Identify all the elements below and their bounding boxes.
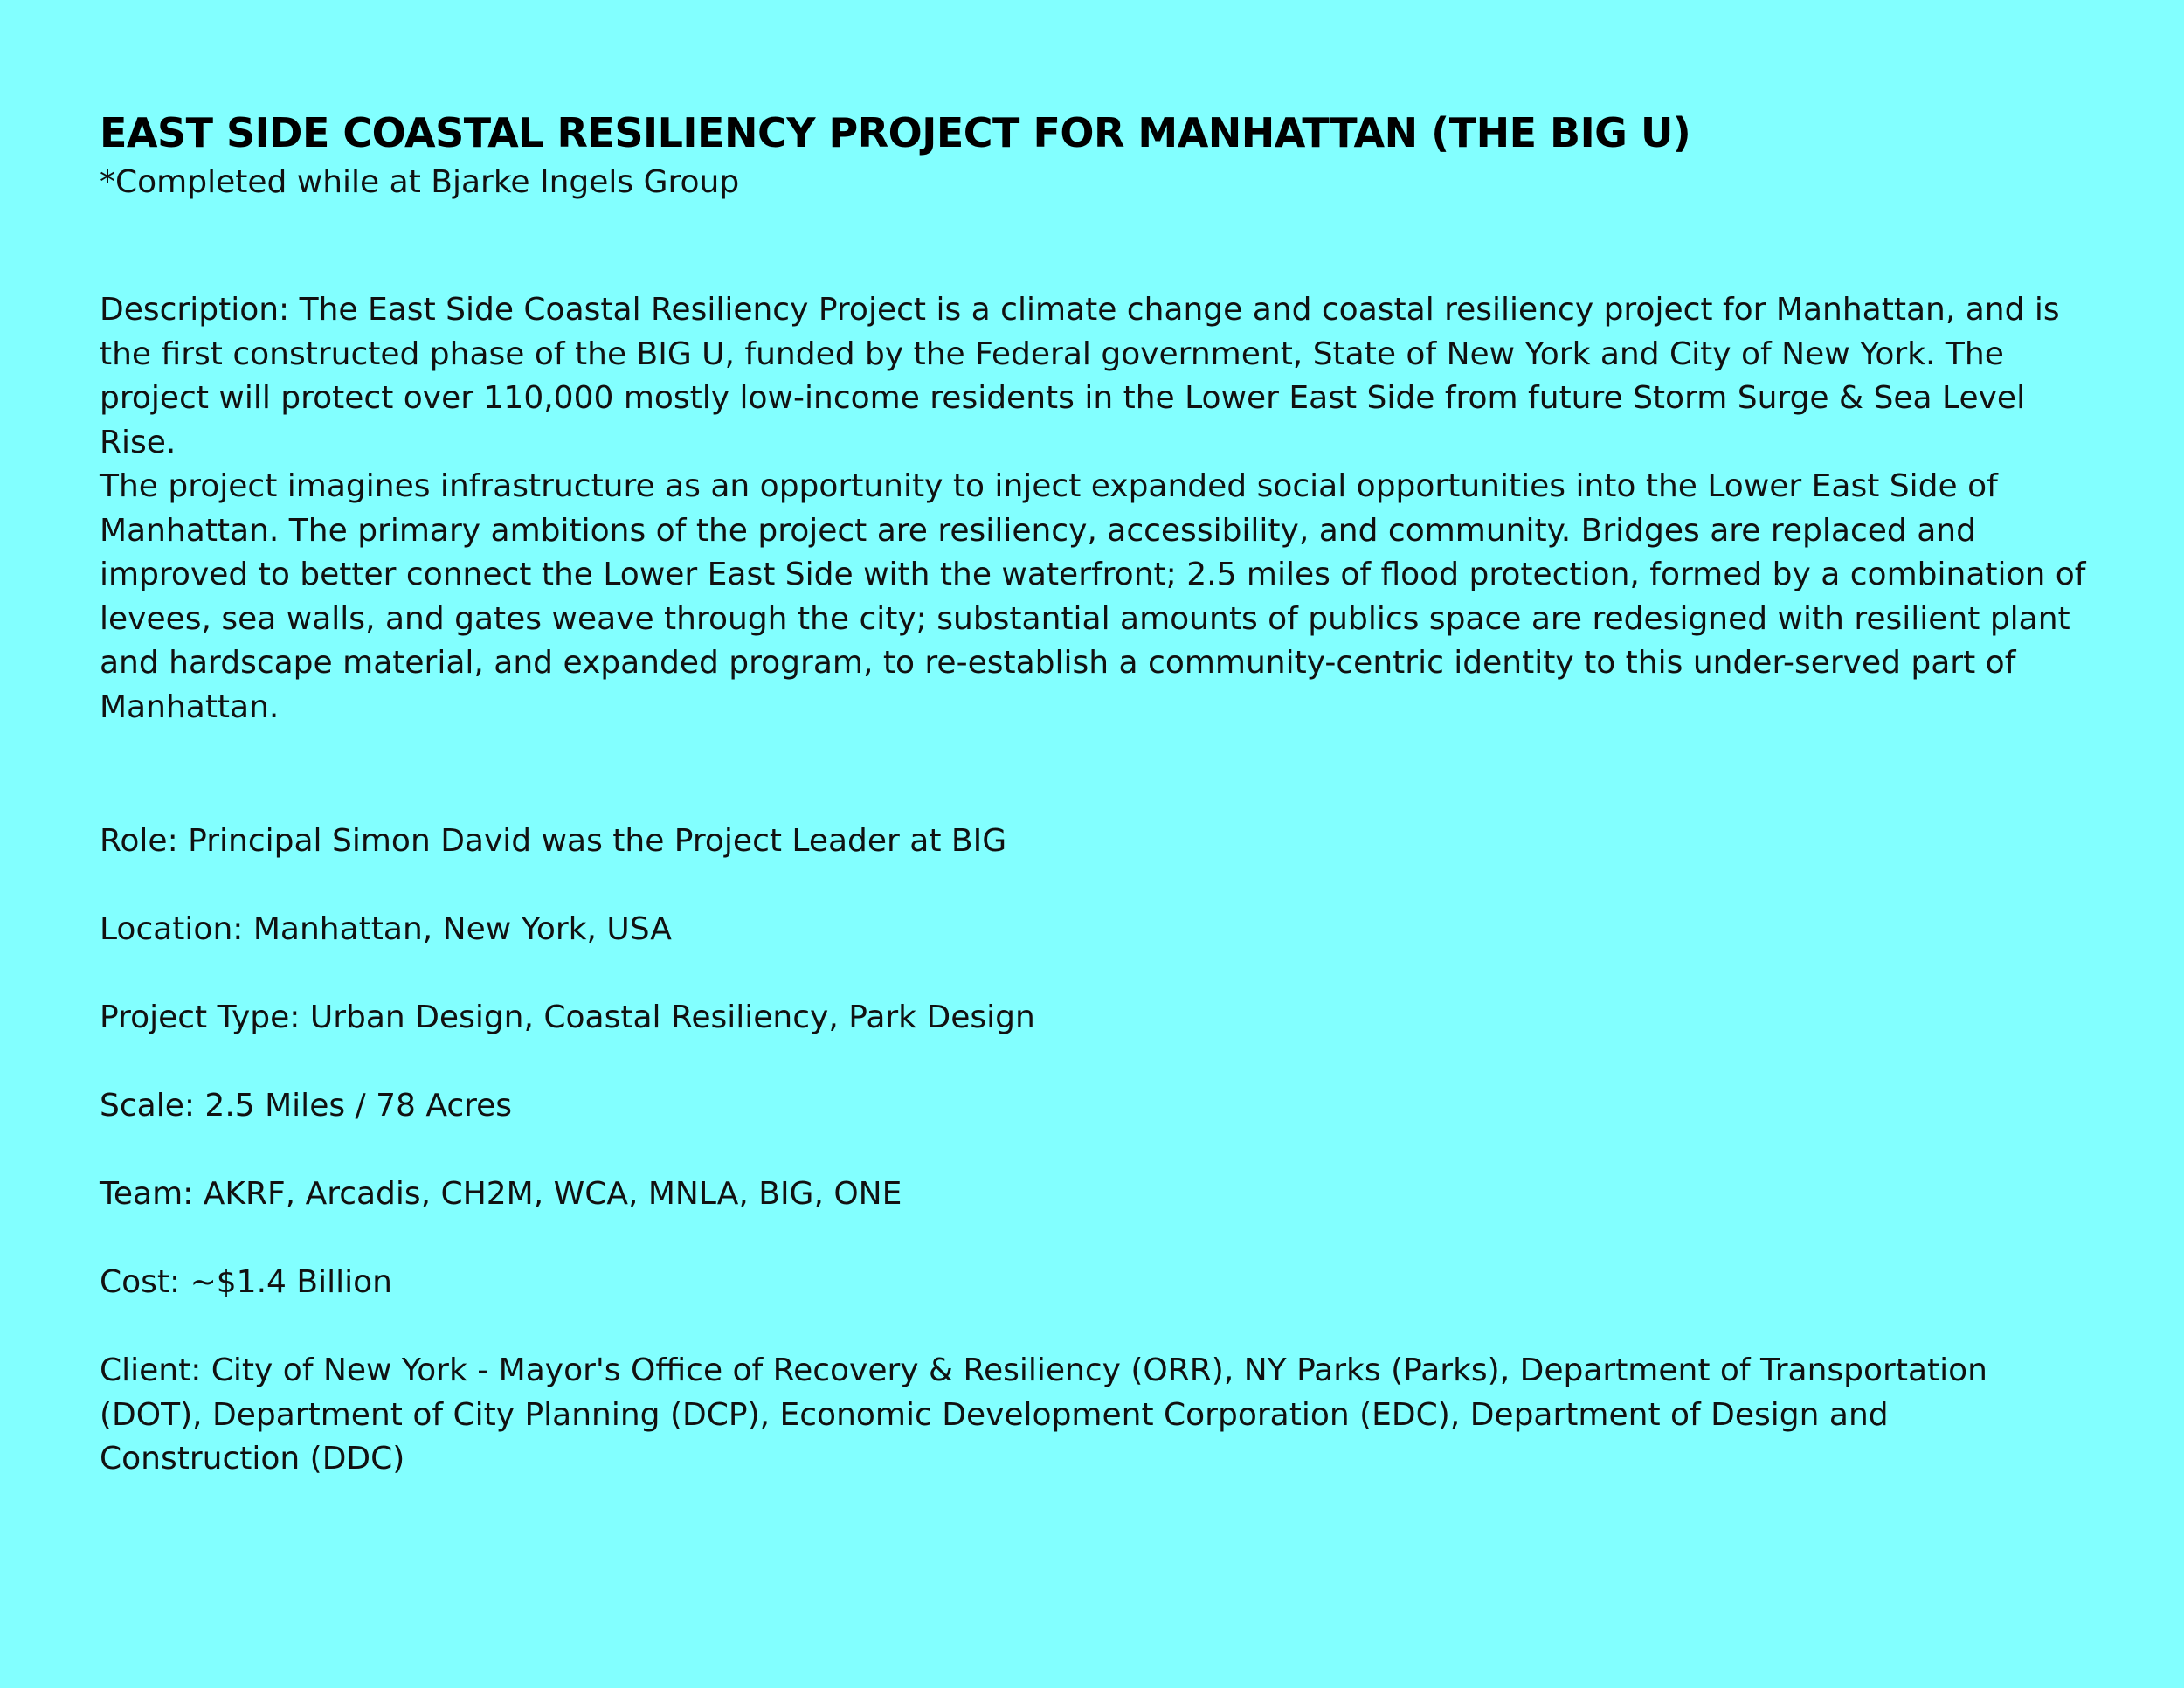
page-title: EAST SIDE COASTAL RESILIENCY PROJECT FOR MANHATTAN (THE BIG U) xyxy=(100,109,1691,156)
scale-line: Scale: 2.5 Miles / 78 Acres xyxy=(100,1088,513,1124)
project-type-line: Project Type: Urban Design, Coastal Resiliency, Park Design xyxy=(100,1000,1035,1035)
page-subtitle: *Completed while at Bjarke Ingels Group xyxy=(100,164,740,200)
location-line: Location: Manhattan, New York, USA xyxy=(100,911,672,947)
cost-line: Cost: ~$1.4 Billion xyxy=(100,1264,392,1300)
description-paragraph-1: Description: The East Side Coastal Resiliency Project is a climate change and coastal resiliency project for Manhattan, and is the first constructed phase of the BIG U, funded by the Federal government, State of New York and City of New York. The project will protect over 110,000 mostly low-income residents in the Lower East Side from future Storm Surge & Sea Level Rise. xyxy=(100,292,2060,460)
team-line: Team: AKRF, Arcadis, CH2M, WCA, MNLA, BIG, ONE xyxy=(100,1176,902,1212)
description-section xyxy=(100,288,2109,730)
role-line: Role: Principal Simon David was the Project Leader at BIG xyxy=(100,823,1007,859)
description-paragraph-2: The project imagines infrastructure as an opportunity to inject expanded social opportunities into the Lower East Side of Manhattan. The primary ambitions of the project are resiliency, accessibility, and community. Bridges are replaced and improved to better connect the Lower East Side with the waterfront; 2.5 miles of flood protection, formed by a combination of levees, sea walls, and gates weave through the city; substantial amounts of publics space are redesigned with resilient plant and hardscape material, and expanded program, to re-establish a community-centric identity to this under-served part of Manhattan. xyxy=(100,468,2086,725)
details-section xyxy=(100,820,2109,1525)
client-line: Client: City of New York - Mayor's Office of Recovery & Resiliency (ORR), NY Parks (Parks), Department of Transportation (DOT), Department of City Planning (DCP), Economic Development Corporation (EDC), Department of Design and Construction (DDC) xyxy=(100,1352,1987,1477)
project-sheet xyxy=(100,105,2109,1477)
